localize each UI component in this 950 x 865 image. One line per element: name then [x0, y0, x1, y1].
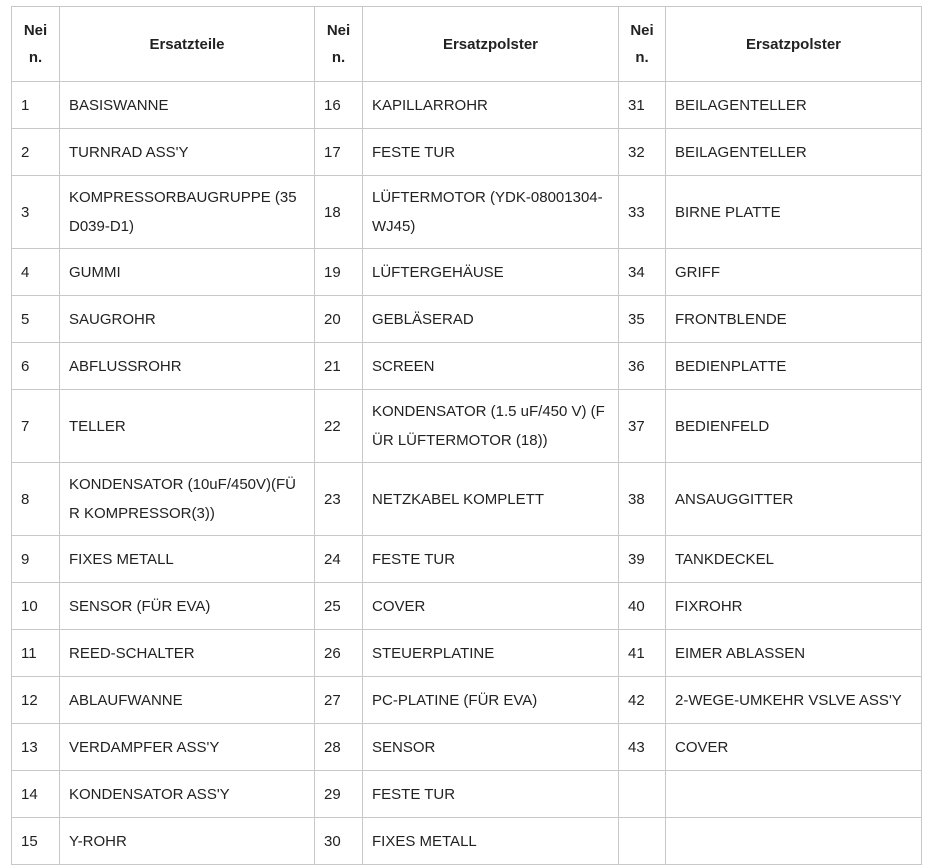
part-name-cell: KONDENSATOR (1.5 uF/450 V) (FÜR LÜFTERMOTOR (18)): [363, 390, 619, 463]
table-row: [12, 771, 922, 818]
column-header-spare-pads-1: Ersatzpolster: [363, 7, 619, 82]
part-name-cell: FIXES METALL: [363, 818, 619, 865]
item-number-cell: 43: [619, 724, 666, 771]
part-name-cell: BASISWANNE: [60, 82, 315, 129]
table-body: [12, 82, 922, 865]
part-name-cell: BEDIENFELD: [666, 390, 922, 463]
part-name-cell: SENSOR: [363, 724, 619, 771]
table-row: [12, 296, 922, 343]
part-name-cell: FRONTBLENDE: [666, 296, 922, 343]
part-name-cell: KOMPRESSORBAUGRUPPE (35D039-D1): [60, 176, 315, 249]
part-name-cell: GUMMI: [60, 249, 315, 296]
column-header-spare-pads-2: Ersatzpolster: [666, 7, 922, 82]
item-number-cell: 26: [315, 630, 363, 677]
table-row: [12, 536, 922, 583]
item-number-cell: 33: [619, 176, 666, 249]
part-name-cell: FIXES METALL: [60, 536, 315, 583]
part-name-cell: BEILAGENTELLER: [666, 129, 922, 176]
table-row: [12, 724, 922, 771]
item-number-cell: 39: [619, 536, 666, 583]
part-name-cell: LÜFTERGEHÄUSE: [363, 249, 619, 296]
item-number-cell: 37: [619, 390, 666, 463]
item-number-cell: 17: [315, 129, 363, 176]
table-row: [12, 129, 922, 176]
table-row: [12, 818, 922, 865]
item-number-cell: 36: [619, 343, 666, 390]
item-number-cell: 40: [619, 583, 666, 630]
table-header-row: [12, 7, 922, 82]
table-row: [12, 343, 922, 390]
item-number-cell: 41: [619, 630, 666, 677]
part-name-cell: SENSOR (FÜR EVA): [60, 583, 315, 630]
item-number-cell: 16: [315, 82, 363, 129]
item-number-cell: 21: [315, 343, 363, 390]
part-name-cell: KONDENSATOR (10uF/450V)(FÜR KOMPRESSOR(3)): [60, 463, 315, 536]
part-name-cell: [666, 818, 922, 865]
column-header-spare-parts: Ersatzteile: [60, 7, 315, 82]
column-header-number-2: Nei n.: [315, 7, 363, 82]
item-number-cell: 10: [12, 583, 60, 630]
item-number-cell: 3: [12, 176, 60, 249]
part-name-cell: TELLER: [60, 390, 315, 463]
item-number-cell: 6: [12, 343, 60, 390]
table-row: [12, 390, 922, 463]
item-number-cell: 25: [315, 583, 363, 630]
item-number-cell: 34: [619, 249, 666, 296]
item-number-cell: 22: [315, 390, 363, 463]
item-number-cell: 24: [315, 536, 363, 583]
part-name-cell: GEBLÄSERAD: [363, 296, 619, 343]
part-name-cell: SCREEN: [363, 343, 619, 390]
item-number-cell: 8: [12, 463, 60, 536]
table-row: [12, 82, 922, 129]
item-number-cell: 13: [12, 724, 60, 771]
part-name-cell: NETZKABEL KOMPLETT: [363, 463, 619, 536]
item-number-cell: [619, 818, 666, 865]
item-number-cell: 11: [12, 630, 60, 677]
item-number-cell: 31: [619, 82, 666, 129]
part-name-cell: TANKDECKEL: [666, 536, 922, 583]
table-row: [12, 176, 922, 249]
table-row: [12, 583, 922, 630]
item-number-cell: 5: [12, 296, 60, 343]
item-number-cell: 42: [619, 677, 666, 724]
part-name-cell: BIRNE PLATTE: [666, 176, 922, 249]
part-name-cell: ABFLUSSROHR: [60, 343, 315, 390]
parts-table-container: [11, 6, 922, 865]
part-name-cell: Y-ROHR: [60, 818, 315, 865]
item-number-cell: 9: [12, 536, 60, 583]
item-number-cell: 12: [12, 677, 60, 724]
table-row: [12, 677, 922, 724]
item-number-cell: 29: [315, 771, 363, 818]
item-number-cell: [619, 771, 666, 818]
part-name-cell: STEUERPLATINE: [363, 630, 619, 677]
item-number-cell: 35: [619, 296, 666, 343]
part-name-cell: PC-PLATINE (FÜR EVA): [363, 677, 619, 724]
column-header-number-3: Nei n.: [619, 7, 666, 82]
table-row: [12, 249, 922, 296]
part-name-cell: ABLAUFWANNE: [60, 677, 315, 724]
item-number-cell: 1: [12, 82, 60, 129]
part-name-cell: BEILAGENTELLER: [666, 82, 922, 129]
part-name-cell: VERDAMPFER ASS'Y: [60, 724, 315, 771]
item-number-cell: 2: [12, 129, 60, 176]
part-name-cell: KAPILLARROHR: [363, 82, 619, 129]
item-number-cell: 38: [619, 463, 666, 536]
part-name-cell: LÜFTERMOTOR (YDK-08001304-WJ45): [363, 176, 619, 249]
item-number-cell: 4: [12, 249, 60, 296]
part-name-cell: GRIFF: [666, 249, 922, 296]
table-row: [12, 463, 922, 536]
part-name-cell: 2-WEGE-UMKEHR VSLVE ASS'Y: [666, 677, 922, 724]
part-name-cell: ANSAUGGITTER: [666, 463, 922, 536]
spare-parts-table: [11, 6, 922, 865]
item-number-cell: 7: [12, 390, 60, 463]
part-name-cell: SAUGROHR: [60, 296, 315, 343]
part-name-cell: REED-SCHALTER: [60, 630, 315, 677]
item-number-cell: 23: [315, 463, 363, 536]
item-number-cell: 32: [619, 129, 666, 176]
part-name-cell: COVER: [666, 724, 922, 771]
part-name-cell: FIXROHR: [666, 583, 922, 630]
item-number-cell: 18: [315, 176, 363, 249]
part-name-cell: [666, 771, 922, 818]
part-name-cell: TURNRAD ASS'Y: [60, 129, 315, 176]
item-number-cell: 20: [315, 296, 363, 343]
item-number-cell: 28: [315, 724, 363, 771]
part-name-cell: EIMER ABLASSEN: [666, 630, 922, 677]
table-row: [12, 630, 922, 677]
part-name-cell: FESTE TUR: [363, 771, 619, 818]
item-number-cell: 19: [315, 249, 363, 296]
column-header-number-1: Nei n.: [12, 7, 60, 82]
part-name-cell: KONDENSATOR ASS'Y: [60, 771, 315, 818]
item-number-cell: 27: [315, 677, 363, 724]
item-number-cell: 15: [12, 818, 60, 865]
part-name-cell: COVER: [363, 583, 619, 630]
part-name-cell: FESTE TUR: [363, 536, 619, 583]
part-name-cell: BEDIENPLATTE: [666, 343, 922, 390]
item-number-cell: 30: [315, 818, 363, 865]
part-name-cell: FESTE TUR: [363, 129, 619, 176]
item-number-cell: 14: [12, 771, 60, 818]
